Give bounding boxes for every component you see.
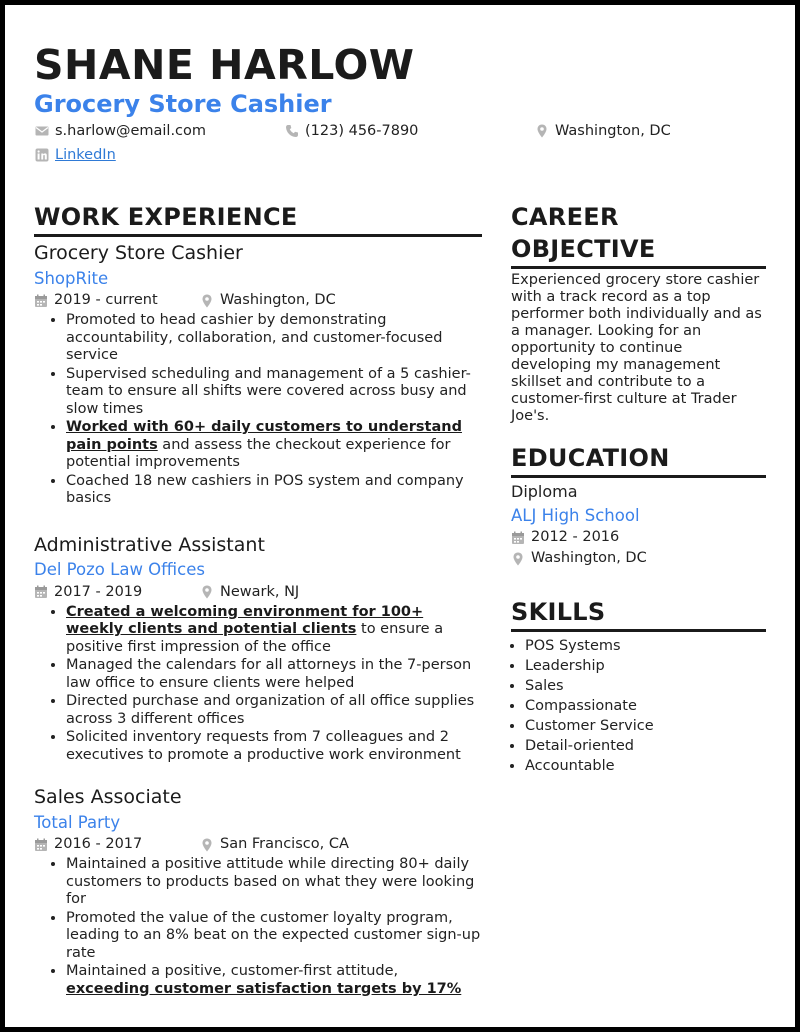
job-entry: [34, 534, 482, 765]
skill-item: • Detail-oriented: [525, 736, 766, 756]
career-objective-text: Experienced grocery store cashier with a track record as a top performer both individually and as a manager. Looking for an opportunity to continue developing my management skillset and contribute to a customer-first culture at Trader Joe's.: [511, 272, 762, 424]
calendar-icon: [34, 585, 48, 599]
skill-item: • Leadership: [525, 656, 766, 676]
linkedin-icon: [35, 148, 49, 162]
contact-phone: [285, 123, 418, 139]
skills-heading: SKILLS: [511, 598, 606, 626]
highlight-text: exceeding customer satisfaction targets by 17%: [66, 980, 462, 997]
location-pin-icon: [200, 585, 214, 599]
calendar-icon: [34, 838, 48, 852]
job-dates: [34, 291, 200, 310]
contact-location: [535, 123, 671, 139]
bullet-item: • Promoted to head cashier by demonstrating accountability, collaboration, and customer-focused service: [66, 312, 482, 365]
bullet-item: • Maintained a positive attitude while directing 80+ daily customers to products based on what they were looking for: [66, 856, 482, 909]
job-dates: [34, 583, 200, 602]
contact-email: [35, 123, 206, 139]
bullet-item: • Created a welcoming environment for 100+ weekly clients and potential clients to ensure a positive first impression of the office: [66, 604, 482, 657]
phone-text: (123) 456-7890: [305, 123, 419, 139]
job-location: [200, 291, 336, 310]
skills-list: [493, 634, 766, 776]
job-meta: [34, 583, 482, 602]
job-bullets: [34, 856, 482, 998]
skills-divider: [511, 629, 766, 632]
email-text: s.harlow@email.com: [55, 123, 207, 139]
job-bullets: [34, 312, 482, 508]
calendar-icon: [511, 531, 525, 545]
candidate-title: Grocery Store Cashier: [34, 90, 332, 118]
bullet-item: • Coached 18 new cashiers in POS system and company basics: [66, 473, 482, 508]
bullet-item: • Promoted the value of the customer loyalty program, leading to an 8% beat on the expected customer sign-up rate: [66, 910, 482, 963]
job-entry: [34, 786, 482, 998]
phone-icon: [285, 124, 299, 138]
job-bullets: [34, 604, 482, 765]
education-degree: Diploma: [511, 482, 578, 501]
job-title: Sales Associate: [34, 786, 182, 809]
education-location-text: Washington, DC: [531, 550, 647, 567]
work-experience-list: [34, 242, 482, 999]
career-objective-divider: [511, 266, 766, 269]
contact-linkedin[interactable]: [35, 147, 116, 163]
education-heading: EDUCATION: [511, 444, 670, 472]
skill-item: • Customer Service: [525, 716, 766, 736]
bullet-item: • Directed purchase and organization of all office supplies across 3 different offices: [66, 693, 482, 728]
highlight-text: Created a welcoming environment for 100+ weekly clients and potential clients: [66, 603, 424, 638]
job-title: Administrative Assistant: [34, 533, 265, 556]
education-dates: [511, 528, 766, 547]
job-dates-text: 2016 - 2017: [54, 836, 143, 853]
work-experience-divider: [34, 234, 482, 237]
education-divider: [511, 475, 766, 478]
bullet-item: • Maintained a positive, customer-first attitude, exceeding customer satisfaction targets by 17%: [66, 963, 482, 998]
highlight-text: Worked with 60+ daily customers to understand pain points: [66, 419, 462, 453]
job-dates-text: 2017 - 2019: [54, 583, 143, 600]
skill-item: • POS Systems: [525, 636, 766, 656]
candidate-name: SHANE HARLOW: [34, 41, 415, 89]
location-text: Washington, DC: [555, 123, 671, 139]
skill-item: • Accountable: [525, 756, 766, 776]
job-meta: [34, 291, 482, 310]
resume-page: [5, 5, 795, 1027]
bullet-item: • Supervised scheduling and management of a 5 cashier-team to ensure all shifts were covered across busy and slow times: [66, 366, 482, 419]
bullet-item: • Managed the calendars for all attorneys in the 7-person law office to ensure clients were helped: [66, 657, 482, 692]
company-name: Del Pozo Law Offices: [34, 560, 205, 580]
skill-item: • Sales: [525, 676, 766, 696]
location-pin-icon: [200, 838, 214, 852]
education-school: ALJ High School: [511, 505, 640, 525]
job-location-text: Washington, DC: [220, 292, 336, 309]
education-entry: [511, 482, 766, 568]
education-location: [511, 549, 766, 568]
location-pin-icon: [200, 294, 214, 308]
linkedin-link[interactable]: LinkedIn: [55, 147, 116, 163]
location-pin-icon: [511, 552, 525, 566]
job-entry: [34, 242, 482, 508]
job-meta: [34, 835, 482, 854]
job-dates: [34, 835, 200, 854]
skill-item: • Compassionate: [525, 696, 766, 716]
education-dates-text: 2012 - 2016: [531, 529, 620, 546]
bullet-item: • Worked with 60+ daily customers to understand pain points and assess the checkout experience for potential improvements: [66, 419, 482, 472]
job-title: Grocery Store Cashier: [34, 242, 243, 264]
company-name: Total Party: [34, 812, 121, 832]
company-name: ShopRite: [34, 268, 109, 288]
calendar-icon: [34, 294, 48, 308]
work-experience-heading: WORK EXPERIENCE: [34, 203, 298, 231]
job-location: [200, 835, 349, 854]
job-location: [200, 583, 299, 602]
envelope-icon: [35, 124, 49, 138]
bullet-item: • Solicited inventory requests from 7 colleagues and 2 executives to promote a productive work environment: [66, 729, 482, 764]
job-location-text: Newark, NJ: [220, 583, 300, 600]
job-dates-text: 2019 - current: [54, 292, 158, 309]
location-pin-icon: [535, 124, 549, 138]
career-objective-heading: CAREER OBJECTIVE: [511, 203, 656, 264]
job-location-text: San Francisco, CA: [220, 836, 349, 853]
